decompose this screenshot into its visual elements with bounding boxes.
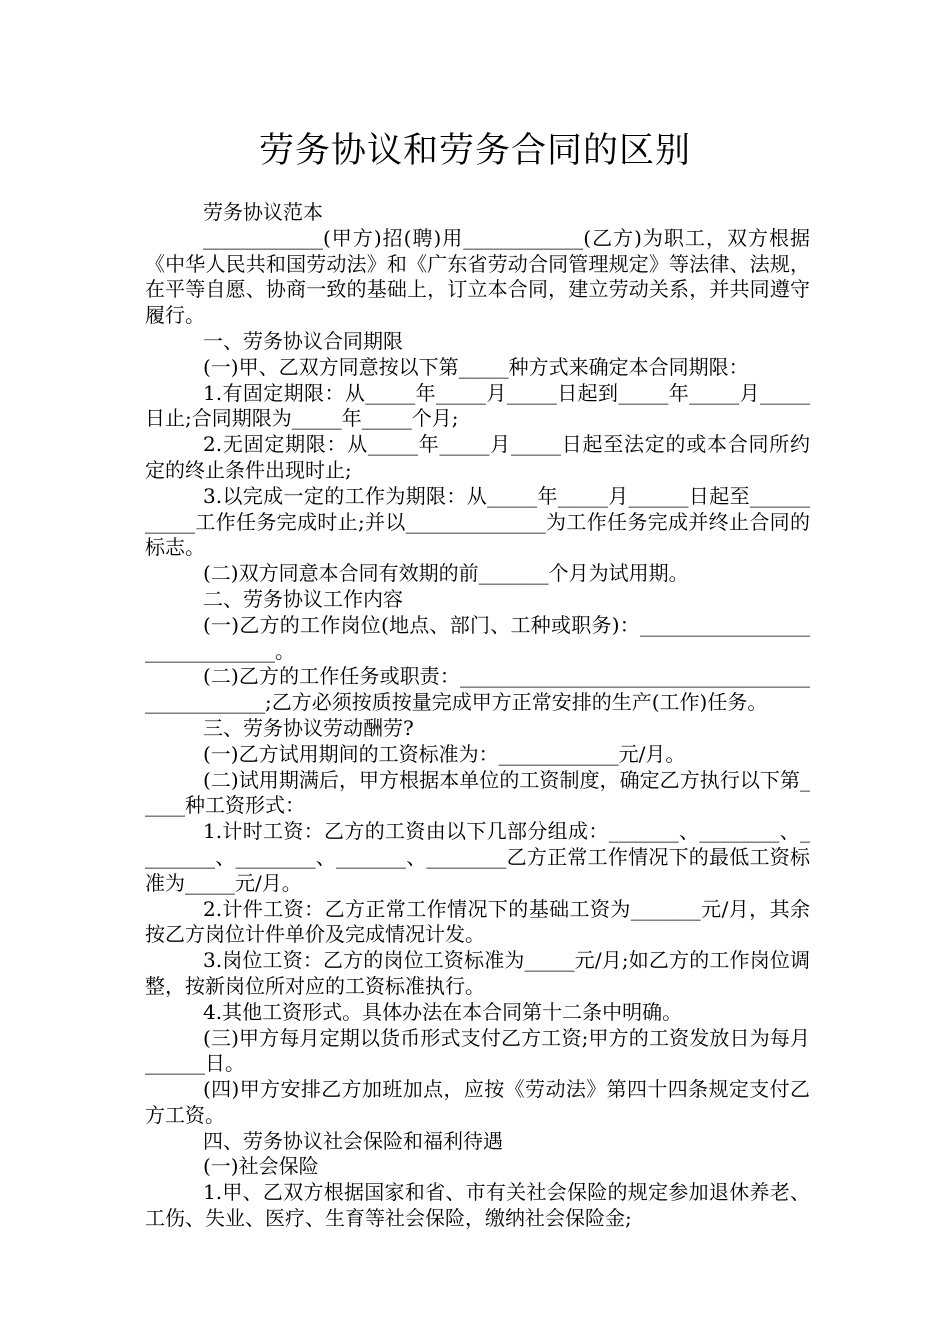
paragraph: 二、劳务协议工作内容 <box>203 586 403 611</box>
paragraph: 三、劳务协议劳动酬劳? <box>203 715 414 740</box>
paragraph: 1.有固定期限：从_____年_____月_____日起到_____年_____月_____日止;合同期限为_____年_____个月; <box>145 380 810 431</box>
document-title: 劳务协议和劳务合同的区别 <box>258 131 691 171</box>
paragraph: (二)试用期满后，甲方根据本单位的工资制度，确定乙方执行以下第_____种工资形式： <box>145 767 810 818</box>
paragraph: (一)甲、乙双方同意按以下第_____种方式来确定本合同期限： <box>203 354 749 379</box>
paragraph: ____________(甲方)招(聘)用____________(乙方)为职工，双方根据《中华人民共和国劳动法》和《广东省劳动合同管理规定》等法律、法规，在平等自愿、协商一致的基础上，订立本合同，建立劳动关系，并共同遵守履行。 <box>145 225 810 328</box>
paragraph: 四、劳务协议社会保险和福利待遇 <box>203 1128 503 1153</box>
paragraph: 2.计件工资：乙方正常工作情况下的基础工资为_______元/月，其余按乙方岗位计件单价及完成情况计发。 <box>145 896 810 947</box>
paragraph: 一、劳务协议合同期限 <box>203 328 403 353</box>
paragraph: (二)乙方的工作任务或职责：_______________________________________________;乙方必须按质按量完成甲方正常安排的生产(工作)任务。 <box>145 664 810 715</box>
paragraph: 劳务协议范本 <box>203 200 323 224</box>
paragraph: (二)双方同意本合同有效期的前_______个月为试用期。 <box>203 561 689 586</box>
paragraph: (三)甲方每月定期以货币形式支付乙方工资;甲方的工资发放日为每月______日。 <box>145 1025 810 1076</box>
paragraph: 3.岗位工资：乙方的岗位工资标准为_____元/月;如乙方的工作岗位调整，按新岗位所对应的工资标准执行。 <box>145 948 810 998</box>
paragraph: 3.以完成一定的工作为期限：从_____年_____月______日起至___________工作任务完成时止;并以______________为工作任务完成并终止合同的标志。 <box>145 483 810 560</box>
paragraph: (四)甲方安排乙方加班加点，应按《劳动法》第四十四条规定支付乙方工资。 <box>145 1077 810 1127</box>
paragraph: (一)乙方的工作岗位(地点、部门、工种或职务)：______________________________。 <box>145 612 810 663</box>
paragraph: 4.其他工资形式。具体办法在本合同第十二条中明确。 <box>203 999 683 1024</box>
paragraph: (一)乙方试用期间的工资标准为：____________元/月。 <box>203 741 686 766</box>
paragraph: 1.甲、乙双方根据国家和省、市有关社会保险的规定参加退休养老、工伤、失业、医疗、生育等社会保险，缴纳社会保险金; <box>145 1180 810 1231</box>
paragraph: 2.无固定期限：从_____年_____月_____日起至法定的或本合同所约定的终止条件出现时止; <box>145 432 810 482</box>
document-body <box>145 200 810 1232</box>
paragraph: 1.计时工资：乙方的工资由以下几部分组成：_______、________、________、________、_______、________乙方正常工作情况下的最低工资标准为_____元/月。 <box>145 819 810 895</box>
paragraph: (一)社会保险 <box>203 1154 319 1179</box>
